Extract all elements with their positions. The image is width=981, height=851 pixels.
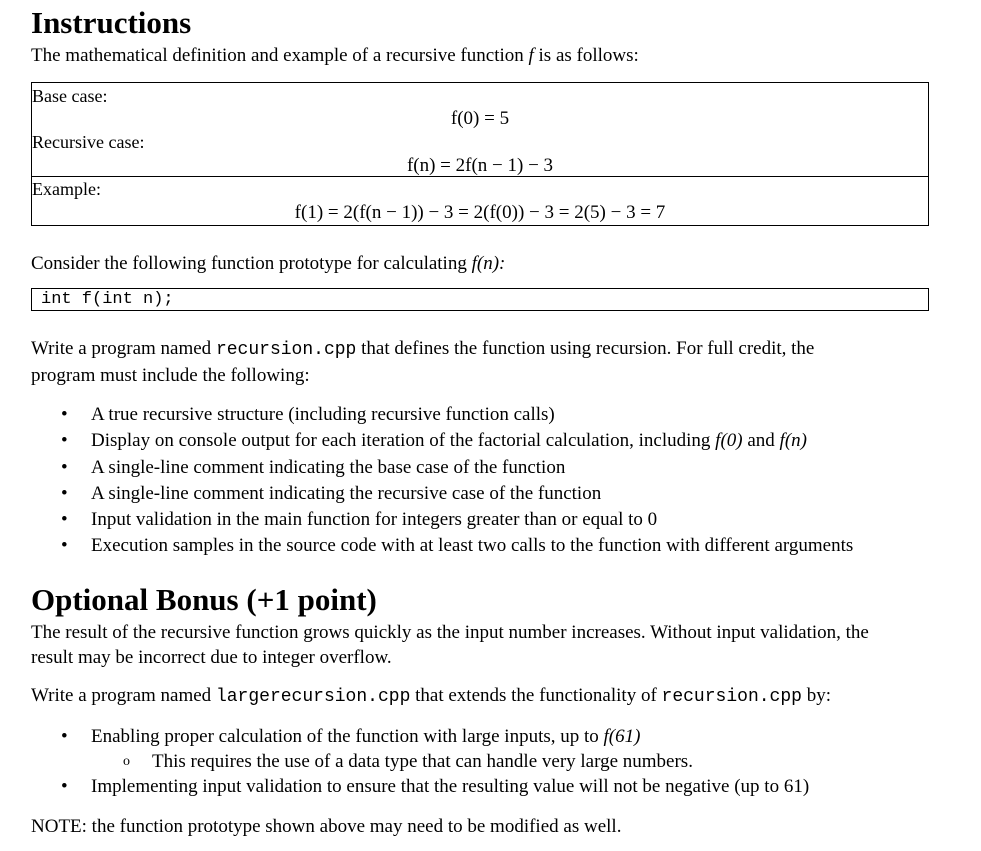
bonus-list — [31, 724, 809, 801]
filename-largerecursion: largerecursion.cpp — [215, 687, 411, 707]
bonus-write-mid: that extends the functionality of — [415, 685, 657, 706]
bullet-icon: • — [61, 456, 68, 478]
instructions-heading: Instructions — [31, 5, 192, 40]
intro-tail: is as follows: — [538, 45, 639, 66]
list-item — [31, 724, 809, 750]
list-item — [31, 481, 853, 507]
filename-recursion: recursion.cpp — [661, 687, 802, 707]
list-item — [31, 774, 809, 800]
list-item — [31, 455, 853, 481]
bullet-icon: • — [61, 535, 68, 557]
requirements-list — [31, 402, 853, 560]
list-item-text: Input validation in the main function for integers greater than or equal to 0 — [91, 509, 658, 531]
bonus-paragraph-line2: result may be incorrect due to integer overflow. — [31, 647, 392, 668]
base-case-label: Base case: — [32, 86, 108, 106]
note-paragraph: NOTE: the function prototype shown above may need to be modified as well. — [31, 816, 622, 837]
list-item — [31, 507, 853, 533]
list-item-text: A true recursive structure (including recursive function calls) — [91, 404, 555, 425]
bullet-icon: • — [61, 776, 68, 798]
list-item-text: Display on console output for each iteration of the factorial calculation, including — [91, 430, 711, 452]
list-item — [31, 428, 853, 454]
bonus-write-paragraph — [31, 684, 831, 709]
bullet-icon: • — [61, 404, 68, 425]
list-item-text: Execution samples in the source code with at least two calls to the function with different arguments — [91, 535, 854, 557]
math-fn: f(n) — [779, 430, 807, 452]
recursive-case-equation: f(n) = 2f(n − 1) − 3 — [406, 155, 554, 176]
list-item-text: Enabling proper calculation of the function with large inputs, up to — [91, 726, 599, 747]
sub-list-item — [31, 750, 809, 774]
write-paragraph-line1 — [31, 337, 814, 362]
bonus-heading: Optional Bonus (+1 point) — [31, 582, 377, 617]
list-item — [31, 402, 853, 428]
list-item-text: A single-line comment indicating the recursive case of the function — [91, 482, 602, 504]
intro-var: f — [528, 45, 534, 66]
example-equation: f(1) = 2(f(n − 1)) − 3 = 2(f(0)) − 3 = 2(5) − 3 = 7 — [294, 202, 666, 223]
prototype-intro — [31, 252, 505, 276]
base-case-equation: f(0) = 5 — [450, 108, 510, 129]
intro-paragraph — [31, 44, 639, 68]
intro-text: The mathematical definition and example of a recursive function — [31, 45, 524, 66]
bullet-icon: • — [61, 430, 68, 452]
bullet-icon: • — [61, 726, 68, 747]
list-item-text: This requires the use of a data type that can handle very large numbers. — [152, 751, 693, 773]
example-label: Example: — [32, 179, 101, 199]
prototype-intro-math: f(n): — [471, 253, 506, 274]
math-f0: f(0) — [715, 430, 743, 452]
recursive-case-label: Recursive case: — [32, 132, 145, 152]
and-text: and — [747, 430, 775, 452]
bullet-icon: • — [61, 482, 68, 504]
bonus-write-post: by: — [806, 685, 831, 706]
write-post: that defines the function using recursion. For full credit, the — [361, 338, 815, 359]
bonus-paragraph-line1: The result of the recursive function grows quickly as the input number increases. Without input validation, the — [31, 622, 869, 643]
definition-table — [31, 82, 929, 226]
list-item-text: A single-line comment indicating the base case of the function — [91, 456, 566, 478]
table-divider — [32, 176, 928, 177]
prototype-intro-text: Consider the following function prototype for calculating — [31, 253, 467, 274]
filename-recursion: recursion.cpp — [215, 340, 357, 360]
bullet-icon: • — [61, 509, 68, 531]
write-pre: Write a program named — [31, 338, 212, 359]
math-f61: f(61) — [603, 726, 641, 747]
list-item-text: Implementing input validation to ensure that the resulting value will not be negative (up to 61) — [91, 776, 810, 798]
prototype-code-box: int f(int n); — [31, 288, 929, 311]
write-paragraph-line2: program must include the following: — [31, 365, 310, 386]
list-item — [31, 533, 853, 559]
sub-bullet-icon: o — [123, 754, 130, 770]
bonus-write-pre: Write a program named — [31, 685, 212, 706]
